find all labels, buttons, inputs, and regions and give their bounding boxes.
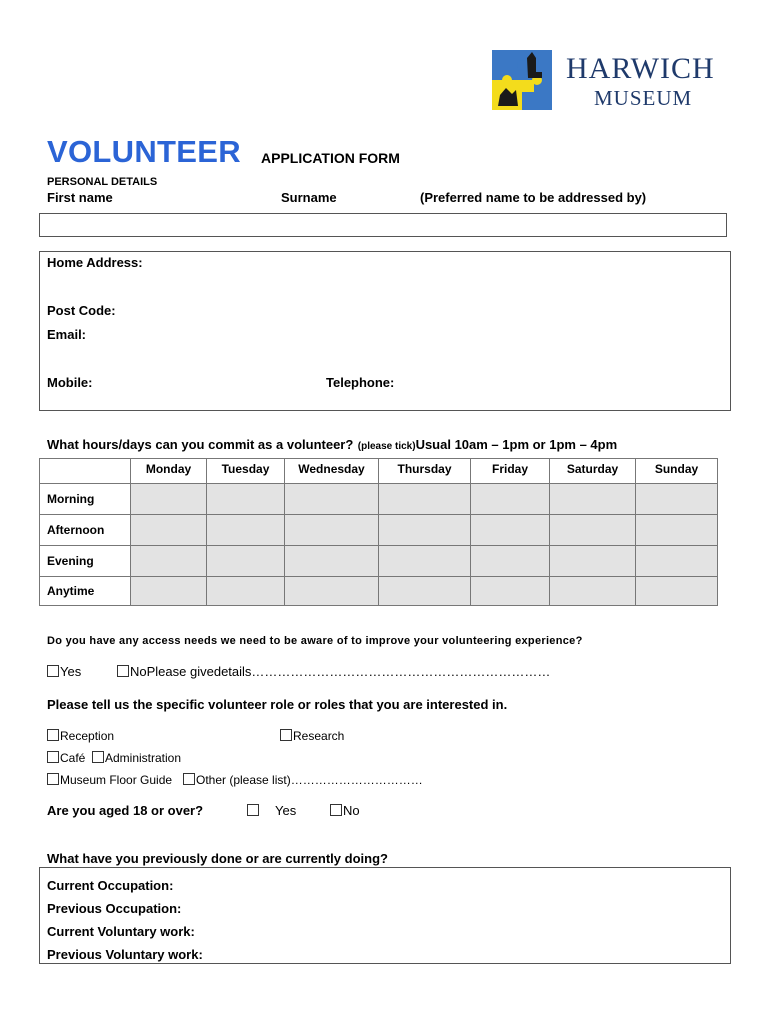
day-header: Friday [471,459,550,484]
day-header: Wednesday [285,459,379,484]
availability-cell[interactable] [636,484,718,515]
harwich-museum-logo [492,50,552,110]
availability-cell[interactable] [285,484,379,515]
preferred-name-label: (Preferred name to be addressed by) [420,190,647,205]
day-header: Saturday [550,459,636,484]
access-yes-option[interactable] [47,664,81,679]
telephone-label: Telephone: [326,375,395,390]
name-field[interactable] [39,213,727,237]
age-no-label: No [343,803,360,818]
availability-cell[interactable] [636,577,718,606]
row-label-morning: Morning [40,484,131,515]
hours-question [47,436,617,454]
hours-question-text: What hours/days can you commit as a volunteer? [47,437,354,452]
availability-cell[interactable] [471,484,550,515]
page-title: VOLUNTEER [47,134,241,169]
access-yes-checkbox[interactable] [47,665,59,677]
age-question: Are you aged 18 or over? [47,803,204,818]
previous-work-question: What have you previously done or are currently doing? [47,851,388,866]
access-needs-question: Do you have any access needs we need to be aware of to improve your volunteering experience? [47,635,583,647]
availability-cell[interactable] [550,577,636,606]
role-floor-guide-checkbox[interactable] [47,773,59,785]
availability-cell[interactable] [471,515,550,546]
role-administration-option[interactable] [92,751,181,765]
age-yes-option[interactable] [247,803,296,818]
availability-cell[interactable] [550,484,636,515]
role-other-label[interactable]: Other (please list)…………………………… [196,773,423,787]
day-header: Sunday [636,459,718,484]
role-cafe-checkbox[interactable] [47,751,59,763]
age-no-option[interactable] [330,803,360,818]
availability-cell[interactable] [471,546,550,577]
availability-cell[interactable] [285,577,379,606]
access-no-option[interactable] [117,664,550,679]
role-research-label: Research [293,729,345,743]
first-name-label: First name [47,190,113,205]
usual-hours-note: Usual 10am – 1pm or 1pm – 4pm [415,437,618,452]
current-voluntary-label: Current Voluntary work: [47,924,195,939]
day-header: Tuesday [207,459,285,484]
availability-cell[interactable] [379,484,471,515]
availability-cell[interactable] [550,546,636,577]
row-label-afternoon: Afternoon [40,515,131,546]
role-administration-label: Administration [105,751,182,765]
page-subtitle: APPLICATION FORM [261,150,400,166]
role-other-option[interactable] [183,773,423,787]
surname-label: Surname [281,190,337,205]
role-other-checkbox[interactable] [183,773,195,785]
availability-cell[interactable] [379,546,471,577]
previous-occupation-label: Previous Occupation: [47,901,182,916]
roles-question: Please tell us the specific volunteer role or roles that you are interested in. [47,697,508,712]
email-label: Email: [47,327,87,342]
availability-cell[interactable] [379,577,471,606]
table-corner [40,459,131,484]
mobile-label: Mobile: [47,375,93,390]
role-reception-checkbox[interactable] [47,729,59,741]
role-research-checkbox[interactable] [280,729,292,741]
availability-cell[interactable] [207,546,285,577]
role-floor-guide-label: Museum Floor Guide [60,773,173,787]
role-cafe-label: Café [60,751,86,765]
role-floor-guide-option[interactable] [47,773,172,787]
logo-museum-text: MUSEUM [594,86,693,110]
row-label-evening: Evening [40,546,131,577]
availability-cell[interactable] [636,546,718,577]
role-reception-option[interactable] [47,729,114,743]
age-yes-checkbox[interactable] [247,804,259,816]
role-reception-label: Reception [60,729,115,743]
day-header: Thursday [379,459,471,484]
role-research-option[interactable] [280,729,344,743]
availability-cell[interactable] [131,577,207,606]
logo-harwich-text: HARWICH [566,52,715,85]
availability-cell[interactable] [131,546,207,577]
access-no-label: No [130,664,147,679]
age-yes-label: Yes [275,803,297,818]
availability-cell[interactable] [207,577,285,606]
post-code-label: Post Code: [47,303,116,318]
availability-cell[interactable] [131,515,207,546]
availability-table [39,458,718,606]
access-details-field[interactable]: Please givedetails…………………………………………………………… [146,664,551,679]
availability-cell[interactable] [285,546,379,577]
availability-cell[interactable] [285,515,379,546]
role-cafe-option[interactable] [47,751,85,765]
availability-cell[interactable] [471,577,550,606]
please-tick-note: (please tick) [357,441,416,452]
day-header: Monday [131,459,207,484]
availability-cell[interactable] [636,515,718,546]
age-no-checkbox[interactable] [330,804,342,816]
availability-cell[interactable] [550,515,636,546]
access-yes-label: Yes [60,664,82,679]
availability-cell[interactable] [131,484,207,515]
personal-details-heading: PERSONAL DETAILS [47,176,158,188]
home-address-label: Home Address: [47,255,143,270]
availability-cell[interactable] [379,515,471,546]
availability-cell[interactable] [207,484,285,515]
row-label-anytime: Anytime [40,577,131,606]
access-no-checkbox[interactable] [117,665,129,677]
previous-voluntary-label: Previous Voluntary work: [47,947,203,962]
current-occupation-label: Current Occupation: [47,878,174,893]
role-administration-checkbox[interactable] [92,751,104,763]
availability-cell[interactable] [207,515,285,546]
